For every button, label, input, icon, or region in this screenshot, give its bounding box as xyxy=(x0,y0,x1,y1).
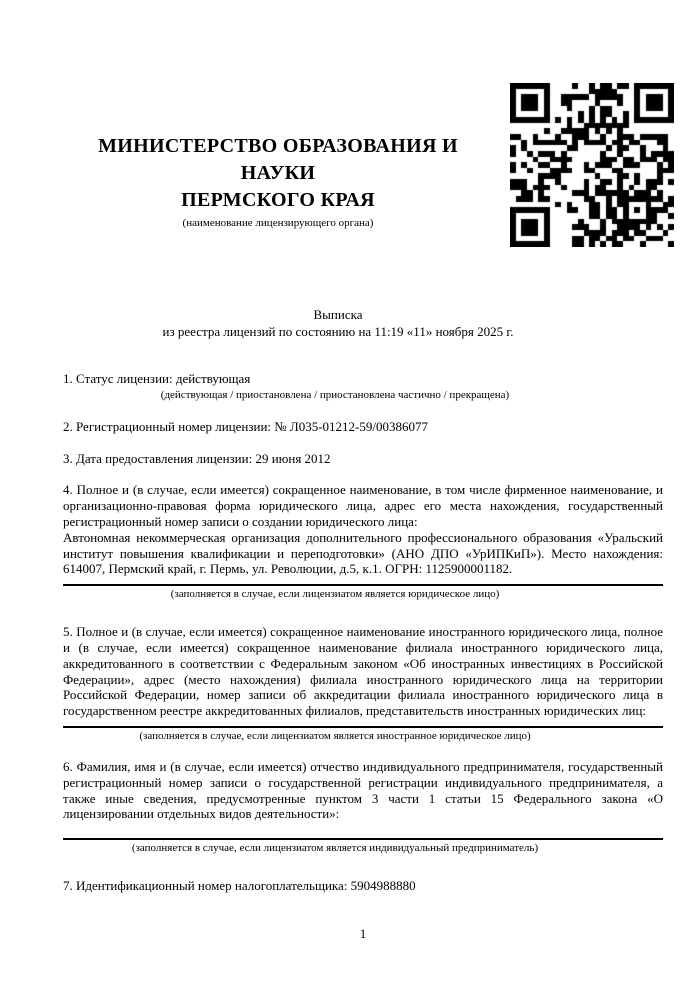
item-5-text: 5. Полное и (в случае, если имеется) сокращенное наименование иностранного юридического лица, полное и (в случае, если имеется) сокращенное наименование филиала иностранного юридического лица, аккредитованного в соответствии с Федеральным законом «Об иностранных инвестициях в Российской Федерации», адрес (место нахождения) филиала иностранного юридического лица на территории Российской Федерации, номер записи об аккредитации филиала иностранного юридического лица в государственном реестре аккредитованных филиалов, представительств иностранных юридических лиц: xyxy=(63,624,663,719)
item-7-text: 7. Идентификационный номер налогоплательщика: 5904988880 xyxy=(63,878,416,894)
ministry-caption: (наименование лицензирующего органа) xyxy=(182,217,374,229)
item-4-value: Автономная некоммерческая организация дополнительного профессионального образования «Уральский институт повышения квалификации и переподготовки» (АНО ДПО «УрИПКиП»). Место нахождения: 614007, Пермский край, г. Пермь, ул. Революции, д.5, к.1. ОГРН: 1125900001182. xyxy=(63,529,663,577)
item-6-caption: (заполняется в случае, если лицензиатом является индивидуальный предприниматель) xyxy=(131,842,539,855)
ministry-name-line2: ПЕРМСКОГО КРАЯ xyxy=(181,189,375,211)
item-4-legal-entity xyxy=(63,482,663,602)
item-2-text: 2. Регистрационный номер лицензии: № Л035-01212-59/00386077 xyxy=(63,418,429,434)
document-subtitle: из реестра лицензий по состоянию на 11:19 «11» ноября 2025 г. xyxy=(162,323,514,339)
item-4-caption: (заполняется в случае, если лицензиатом является юридическое лицо) xyxy=(170,588,500,601)
item-6-text: 6. Фамилия, имя и (в случае, если имеется) отчество индивидуального предпринимателя, государственный регистрационный номер записи о государственной регистрации индивидуального предпринимателя, а также иные сведения, предусмотренные пунктом 3 части 1 статьи 15 Федерального закона «О лицензировании отдельных видов деятельности»: xyxy=(63,758,663,822)
item-6-individual-entrepreneur xyxy=(63,759,663,856)
item-1-text: 1. Статус лицензии: действующая xyxy=(63,371,251,386)
item-6-underline xyxy=(63,838,663,840)
licensing-authority-header xyxy=(63,133,493,230)
item-1-license-status xyxy=(63,371,663,403)
item-2-registration-number xyxy=(63,419,663,435)
document-title: Выписка xyxy=(313,307,363,322)
page-number: 1 xyxy=(359,926,367,941)
item-7-taxpayer-id xyxy=(63,878,663,894)
item-3-license-date xyxy=(63,451,663,467)
item-5-underline xyxy=(63,726,663,728)
item-5-caption: (заполняется в случае, если лицензиатом является иностранное юридическое лицо) xyxy=(139,729,531,742)
item-5-foreign-entity xyxy=(63,624,663,744)
document-body xyxy=(63,307,663,894)
document-title-block xyxy=(63,307,663,340)
item-4-text: 4. Полное и (в случае, если имеется) сокращенное наименование, в том числе фирменное наименование, и организационно-правовая форма юридического лица, адрес его места нахождения, государственный регистрационный номер записи о создании юридического лица: xyxy=(63,482,663,529)
item-4-underline xyxy=(63,584,663,586)
qr-code-icon xyxy=(510,83,674,247)
ministry-name-line1: МИНИСТЕРСТВО ОБРАЗОВАНИЯ И НАУКИ xyxy=(98,135,458,184)
item-1-caption: (действующая / приостановлена / приостановлена частично / прекращена) xyxy=(160,388,510,401)
item-3-text: 3. Дата предоставления лицензии: 29 июня 2012 xyxy=(63,450,331,466)
